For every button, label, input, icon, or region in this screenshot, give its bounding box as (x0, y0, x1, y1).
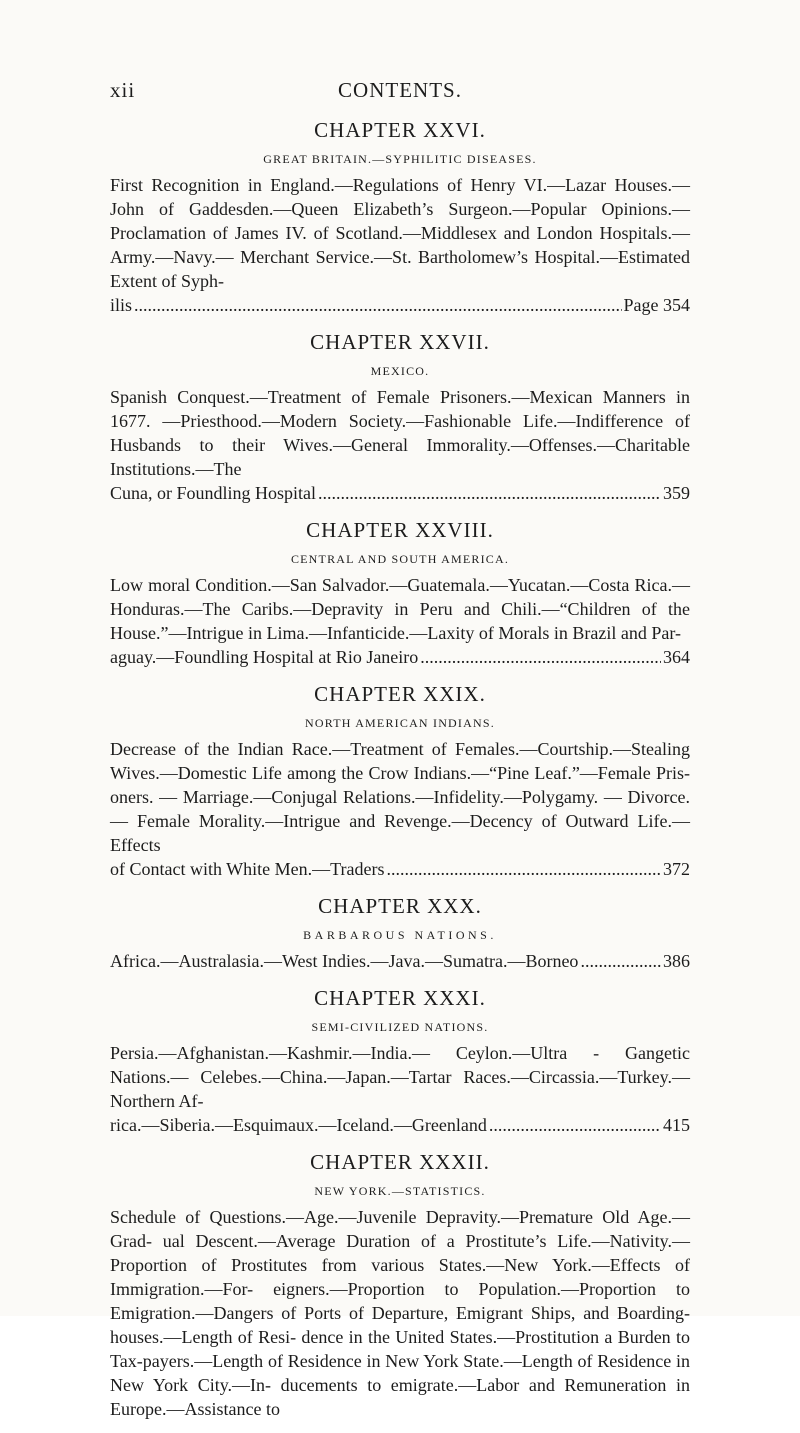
chapter-entry (110, 117, 690, 317)
page-reference: 364 (663, 647, 690, 667)
chapter-summary-last-line (110, 293, 690, 317)
running-title: CONTENTS. (338, 78, 462, 102)
chapter-entry (110, 985, 690, 1137)
dot-leader (420, 645, 661, 669)
chapter-title: CHAPTER XXX. (318, 894, 482, 918)
summary-last-text: Africa.—Australasia.—West Indies.—Java.—Sumatra.—Borneo (110, 951, 579, 971)
page-reference: 415 (663, 1115, 690, 1135)
chapter-subtitle: GREAT BRITAIN.—SYPHILITIC DISEASES. (263, 152, 537, 166)
page-number: xii (110, 78, 136, 102)
summary-last-text: aguay.—Foundling Hospital at Rio Janeiro (110, 647, 419, 667)
chapter-summary-last-line (110, 1113, 690, 1137)
chapter-subtitle: BARBAROUS NATIONS. (303, 928, 497, 942)
chapter-summary: Schedule of Questions.—Age.—Juvenile Depravity.—Premature Old Age.—Grad- ual Descent.—Average Duration of a Prostitute’s Life.—Nativity.—Proportion of Prostitutes from various States.—New York.—Effects of Immigration.—For- eigners.—Proportion to Population.—Proportion to Emigration.—Dangers of Ports of Departure, Emigrant Ships, and Boarding-houses.—Length of Resi- dence in the United States.—Prostitution a Burden to Tax-payers.—Length of Residence in New York State.—Length of Residence in New York City.—In- ducements to emigrate.—Labor and Remuneration in Europe.—Assistance to (110, 1207, 690, 1419)
chapter-title: CHAPTER XXXII. (310, 1150, 490, 1174)
chapter-title: CHAPTER XXVII. (310, 330, 490, 354)
page-reference: 359 (663, 483, 690, 503)
chapter-summary: Decrease of the Indian Race.—Treatment of Females.—Courtship.—Stealing Wives.—Domestic Life among the Crow Indians.—“Pine Leaf.”—Female Pris- oners. — Marriage.—Conjugal Relations.—Infidelity.—Polygamy. — Divorce.— Female Morality.—Intrigue and Revenge.—Decency of Outward Life.—Effects (110, 739, 690, 855)
summary-last-text: of Contact with White Men.—Traders (110, 859, 385, 879)
chapter-summary-last-line (110, 857, 690, 881)
chapter-subtitle: SEMI-CIVILIZED NATIONS. (311, 1020, 489, 1034)
chapter-entry (110, 681, 690, 881)
running-head (110, 78, 690, 102)
chapter-title: CHAPTER XXXI. (314, 986, 486, 1010)
page-reference: 386 (663, 951, 690, 971)
page-reference: Page 354 (623, 295, 690, 315)
chapter-summary-last-line (110, 949, 690, 973)
chapter-title: CHAPTER XXVI. (314, 118, 486, 142)
summary-last-text: Cuna, or Foundling Hospital (110, 483, 316, 503)
chapter-title: CHAPTER XXVIII. (306, 518, 494, 542)
chapter-subtitle: MEXICO. (370, 364, 430, 378)
page-reference: 372 (663, 859, 690, 879)
chapter-subtitle: CENTRAL AND SOUTH AMERICA. (290, 552, 510, 566)
dot-leader (318, 481, 661, 505)
summary-last-text: ilis (110, 295, 133, 315)
chapter-subtitle: NORTH AMERICAN INDIANS. (305, 716, 495, 730)
chapter-summary: Low moral Condition.—San Salvador.—Guatemala.—Yucatan.—Costa Rica.— Honduras.—The Caribs.—Depravity in Peru and Chili.—“Children of the House.”—Intrigue in Lima.—Infanticide.—Laxity of Morals in Brazil and Par- (110, 575, 690, 643)
chapter-entry (110, 1149, 690, 1421)
chapter-entry (110, 517, 690, 669)
dot-leader (386, 857, 661, 881)
chapter-summary-last-line (110, 481, 690, 505)
dot-leader (489, 1113, 661, 1137)
chapter-subtitle: NEW YORK.—STATISTICS. (314, 1184, 486, 1198)
chapter-entry (110, 893, 690, 973)
chapter-summary: Persia.—Afghanistan.—Kashmir.—India.— Ceylon.—Ultra - Gangetic Nations.— Celebes.—China.—Japan.—Tartar Races.—Circassia.—Turkey.—Northern Af- (110, 1043, 690, 1111)
chapter-title: CHAPTER XXIX. (314, 682, 486, 706)
chapter-entry (110, 329, 690, 505)
summary-last-text: rica.—Siberia.—Esquimaux.—Iceland.—Greenland (110, 1115, 487, 1135)
chapter-summary: Spanish Conquest.—Treatment of Female Prisoners.—Mexican Manners in 1677. —Priesthood.—Modern Society.—Fashionable Life.—Indifference of Husbands to their Wives.—General Immorality.—Offenses.—Charitable Institutions.—The (110, 387, 690, 479)
contents-list (110, 117, 690, 1433)
chapter-summary-last-line (110, 645, 690, 669)
dot-leader (134, 293, 621, 317)
chapter-summary: First Recognition in England.—Regulations of Henry VI.—Lazar Houses.—John of Gaddesden.—Queen Elizabeth’s Surgeon.—Popular Opinions.—Proclamation of James IV. of Scotland.—Middlesex and London Hospitals.—Army.—Navy.— Merchant Service.—St. Bartholomew’s Hospital.—Estimated Extent of Syph- (110, 175, 690, 291)
dot-leader (580, 949, 661, 973)
